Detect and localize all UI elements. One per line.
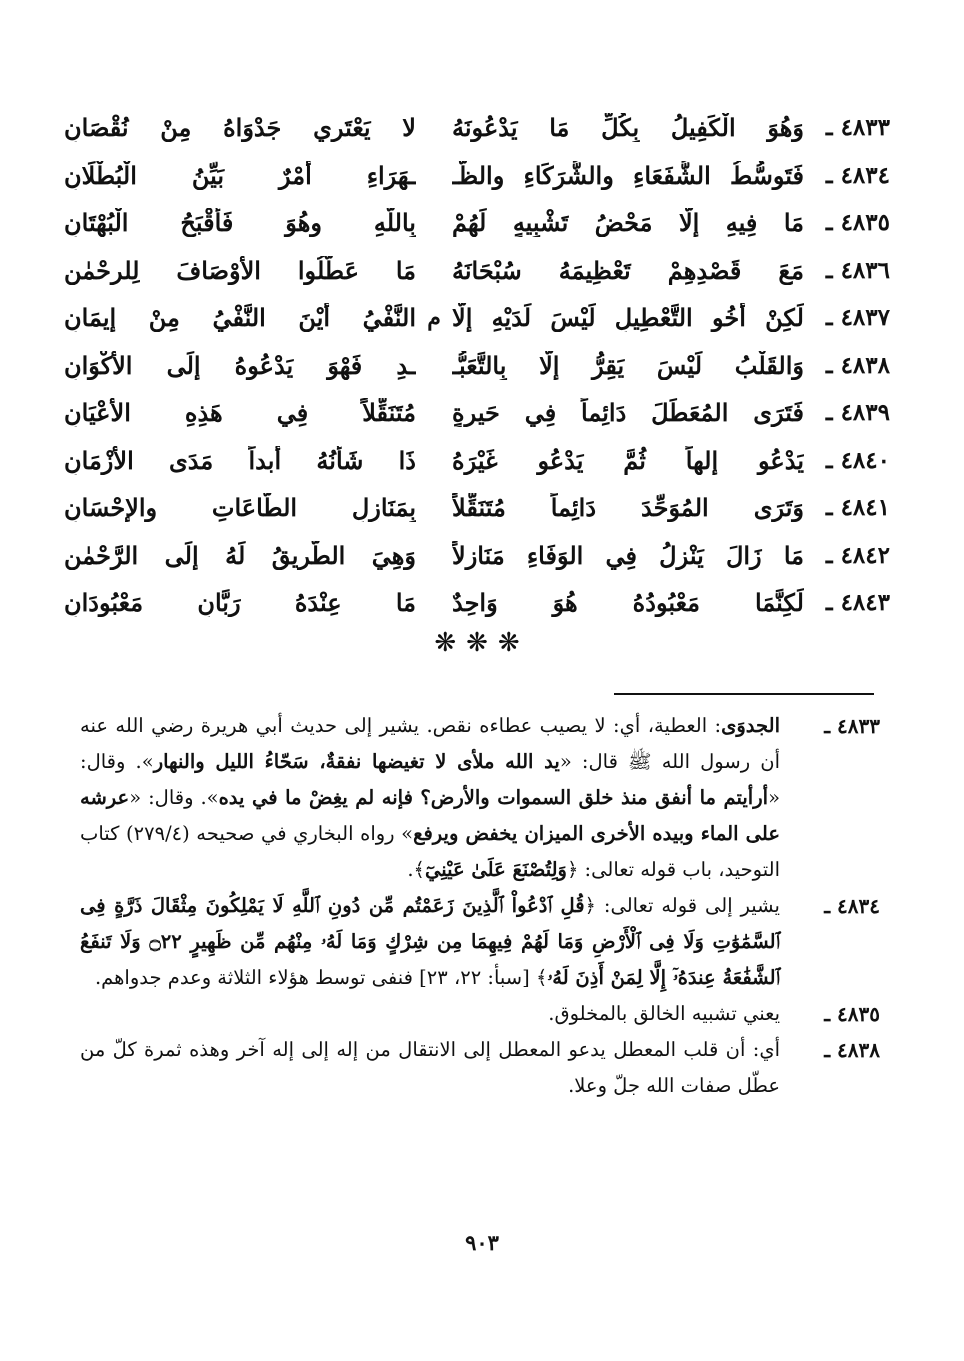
verse-second-hemistich: وَهِيَ الطَّرِيقُ لَهُ إِلَى الرَّحْمٰنِ — [64, 540, 416, 570]
verse-gap-marker: م — [427, 304, 441, 331]
verse-line — [60, 342, 890, 390]
verse-first-hemistich: مَا فِيهِ إِلَّا مَحْضُ تَشْبِيهٍ لَهُمْ — [452, 208, 804, 238]
verse-number: ٤٨٤٠ ـ — [825, 446, 890, 474]
verse-number: ٤٨٣٨ ـ — [825, 351, 890, 379]
footnote-quote: أرأيتم ما أنفق منذ خلق السموات والأرض؟ فإنه لم يغِضْ ما في يده — [218, 786, 769, 809]
verse-line — [60, 484, 890, 532]
verse-line — [60, 104, 890, 152]
footnote-quote: الجدوَى — [721, 714, 780, 737]
verse-second-hemistich: بِمَنَازِلِ الطَّاعَاتِ والإِحْسَانِ — [64, 493, 416, 523]
verse-number: ٤٨٣٣ ـ — [825, 114, 890, 142]
verse-number: ٤٨٤١ ـ — [825, 494, 890, 522]
verse-line — [60, 437, 890, 485]
verse-first-hemistich: فَتَرَى المُعَطِّلَ دَائِماً فِي حَيرةٍ — [452, 398, 804, 428]
footnote-text — [80, 708, 780, 888]
section-separator: ❋❋❋ — [434, 628, 530, 658]
verse-second-hemistich: ذَا شَأْنُهُ أَبداً مَدَى الأَزْمَانِ — [64, 445, 416, 475]
footnote — [80, 996, 880, 1032]
verse-first-hemistich: لَكِنَّمَا مَعْبُودُهُ هُوَ وَاحِدٌ — [452, 588, 804, 618]
footnote-number: ٤٨٣٤ ـ — [824, 894, 880, 918]
footnote-number: ٤٨٣٨ ـ — [824, 1038, 880, 1062]
footnote-text — [80, 1032, 780, 1104]
footnote-span: » رواه البخاري في صحيحه (٢٧٩/٤) كتاب التوحيد، باب قوله تعالى: ﴿ — [80, 822, 780, 881]
footnote-span: ». وقال: « — [129, 786, 219, 809]
verse-second-hemistich: ـدِ فَهْوَ يَدْعُوهُ إِلَى الأَكْوَانِ — [64, 350, 416, 380]
verse-number: ٤٨٣٩ ـ — [825, 399, 890, 427]
verse-line — [60, 247, 890, 295]
footnote-quote: عرشه على الماء وبيده الأخرى الميزان يخفض ويرفع — [80, 786, 780, 845]
verse-second-hemistich: بِاللَّهِ وهُوَ فَأَقْبَحُ الْبُهْتَانِ — [64, 208, 416, 238]
footnote — [80, 1032, 880, 1104]
footnote-span: يشير إلى قوله تعالى: ﴿ — [584, 894, 780, 917]
footnote-span: : العطية، أي: لا يصيب عطاءه نقص. يشير إلى حديث أبي هريرة رضي الله عنه أن رسول الله ﷺ قال: « — [80, 714, 780, 773]
poem-verses — [60, 104, 890, 627]
verse-first-hemistich: وَتَرَى المُوَحِّدَ دَائِماً مُتَنَقِّلاً — [452, 493, 804, 523]
verse-number: ٤٨٤٢ ـ — [825, 541, 890, 569]
verse-first-hemistich: فَتَوسُّطُ الشُّفَعَاءِ والشُّرَكَاءِ والظُّـ — [452, 160, 804, 190]
verse-second-hemistich: النَّفْيُ أَيْنَ النَّفْيُ مِنْ إِيمَانِ — [64, 303, 416, 333]
footnote-quote: وَلِتُصْنَعَ عَلَىٰ عَيْنِيٓ — [424, 858, 567, 881]
footnote-span: يعني تشبيه الخالق بالمخلوق. — [548, 1002, 780, 1025]
verse-number: ٤٨٣٧ ـ — [825, 304, 890, 332]
footnote-span: ». وقال: « — [80, 750, 780, 809]
verse-line — [60, 152, 890, 200]
verse-line — [60, 199, 890, 247]
footnote-span: أي: أن قلب المعطل يدعو المعطل إلى الانتقال من إله إلى إله آخر وهذه ثمرة كلّ من عطّل صفات الله جلّ وعلا. — [80, 1038, 780, 1097]
verse-first-hemistich: مَعَ قَصْدِهِمْ تَعْظِيمَهُ سُبْحَانَهُ — [452, 255, 804, 285]
verse-first-hemistich: وَهُوَ الْكَفِيلُ بِكُلِّ مَا يَدْعُونَهُ — [452, 113, 804, 143]
verse-number: ٤٨٤٣ ـ — [825, 589, 890, 617]
verse-first-hemistich: مَا زَالَ يَنْزِلُ فِي الوَفَاءِ مَنَازِلاً — [452, 540, 804, 570]
footnote-number: ٤٨٣٥ ـ — [824, 1002, 880, 1026]
verse-second-hemistich: مَا عِنْدَهُ رَبَّانِ مَعْبُودَانِ — [64, 588, 416, 618]
verse-number: ٤٨٣٦ ـ — [825, 256, 890, 284]
page-number: ٩٠٣ — [465, 1230, 499, 1255]
footnote-quote: قُلِ ٱدْعُواْ ٱلَّذِينَ زَعَمْتُم مِّن دُونِ ٱللَّهِ لَا يَمْلِكُونَ مِثْقَالَ ذَرَّةٍ فِى ٱلسَّمَٰوَٰتِ وَلَا فِى ٱلْأَرْضِ وَمَا لَهُمْ فِيهِمَا مِن شِرْكٍ وَمَا لَهُۥ مِنْهُم مِّن ظَهِيرٍ ۝٢٢ وَلَا تَنفَعُ ٱلشَّفَٰعَةُ عِندَهُۥٓ إِلَّا لِمَنْ أَذِنَ لَهُۥ — [80, 894, 780, 989]
verse-line — [60, 294, 890, 342]
verse-first-hemistich: يَدْعُو إِلهاً ثُمَّ يَدْعُو غَيْرَهُ — [452, 445, 804, 475]
footnote-quote: يد الله ملأى لا تغيضها نفقةٌ، سَحّاءُ الليل والنهار — [153, 750, 560, 773]
verse-second-hemistich: لا يَعْتَرِي جَدْوَاهُ مِنْ نُقْصَانِ — [64, 113, 416, 143]
footnote-number: ٤٨٣٣ ـ — [824, 714, 880, 738]
footnote-text — [80, 888, 780, 996]
footnotes — [80, 708, 880, 1104]
verse-line — [60, 532, 890, 580]
footnote-divider — [614, 693, 874, 695]
footnote — [80, 708, 880, 888]
footnote — [80, 888, 880, 996]
verse-second-hemistich: مَا عَطَّلُوا الأَوْصَافَ لِلرحْمٰنِ — [64, 255, 416, 285]
verse-first-hemistich: لَكِنْ أَخُو التَّعْطِيلِ لَيْسَ لَدَيْهِ إِلَّا — [452, 303, 804, 333]
verse-number: ٤٨٣٤ ـ — [825, 161, 890, 189]
footnote-span: ﴾ [سبأ: ٢٢، ٢٣] فنفى توسط هؤلاء الثلاثة وعدم جدواهم. — [94, 966, 548, 989]
verse-second-hemistich: مُتَنَقِّلاً فِي هَذِهِ الأَعْيَانِ — [64, 398, 416, 428]
footnote-span: ﴾. — [407, 858, 425, 881]
verse-first-hemistich: وَالقَلْبُ لَيْسَ يَقِرُّ إِلَّا بِالتَّعَبُّـ — [452, 350, 804, 380]
footnote-text — [80, 996, 780, 1032]
verse-line — [60, 389, 890, 437]
verse-second-hemistich: ـهَرَاءِ أَمْرٌ بَيِّنُ الْبُطْلَانِ — [64, 160, 416, 190]
verse-number: ٤٨٣٥ ـ — [825, 209, 890, 237]
verse-line — [60, 579, 890, 627]
